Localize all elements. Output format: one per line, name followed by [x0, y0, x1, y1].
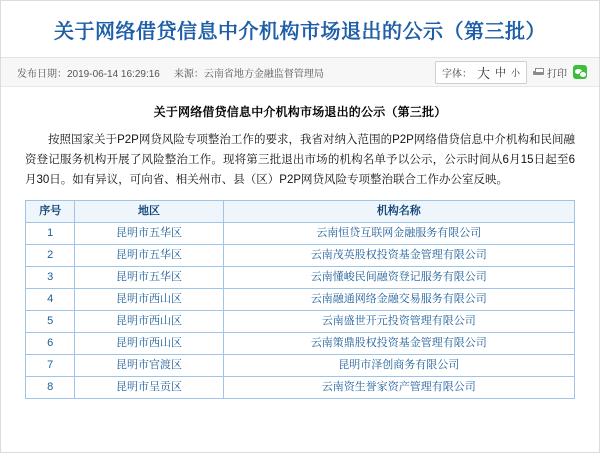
- print-label: 打印: [547, 68, 567, 80]
- cell-index: 7: [26, 355, 75, 377]
- column-header-index: 序号: [26, 201, 75, 223]
- cell-index: 6: [26, 333, 75, 355]
- cell-area: 昆明市西山区: [75, 333, 223, 355]
- column-header-area: 地区: [75, 201, 223, 223]
- cell-index: 4: [26, 289, 75, 311]
- page-title: 关于网络借贷信息中介机构市场退出的公示（第三批）: [54, 21, 546, 43]
- cell-area: 昆明市呈贡区: [75, 377, 223, 399]
- wechat-share-icon[interactable]: [573, 65, 587, 79]
- cell-institution: 云南茂英股权投资基金管理有限公司: [223, 245, 574, 267]
- print-button[interactable]: [533, 65, 567, 80]
- cell-institution: 云南盛世开元投资管理有限公司: [223, 311, 574, 333]
- title-bar: [1, 1, 599, 58]
- source-label: 来源：云南省地方金融监督管理局: [173, 68, 324, 80]
- cell-institution: 云南融通网络金融交易服务有限公司: [223, 289, 574, 311]
- font-size-medium-button[interactable]: 中: [494, 67, 506, 79]
- table-row: [26, 267, 575, 289]
- cell-area: 昆明市官渡区: [75, 355, 223, 377]
- document-paragraph: 按照国家关于P2P网贷风险专项整治工作的要求，我省对纳入范围的P2P网络借贷信息中介机构和民间融资登记服务机构开展了风险整治工作。现将第三批退出市场的机构名单予以公示，公示时间从6月15日起至6月30日。如有异议，可向省、相关州市、县（区）P2P网贷风险专项整治联合工作办公室反映。: [25, 134, 575, 186]
- cell-institution: 云南恒贷互联网金融服务有限公司: [223, 223, 574, 245]
- table-row: [26, 289, 575, 311]
- cell-index: 8: [26, 377, 75, 399]
- publish-date: 发布日期：2019-06-14 16:29:16: [17, 68, 160, 80]
- cell-index: 3: [26, 267, 75, 289]
- cell-index: 5: [26, 311, 75, 333]
- font-size-label: 字体：: [441, 68, 472, 80]
- table-row: [26, 311, 575, 333]
- cell-institution: 昆明市泽创商务有限公司: [223, 355, 574, 377]
- table-row: [26, 245, 575, 267]
- cell-index: 1: [26, 223, 75, 245]
- table-row: [26, 333, 575, 355]
- table-body: [26, 223, 575, 399]
- document-subtitle: 关于网络借贷信息中介机构市场退出的公示（第三批）: [153, 105, 447, 119]
- table-row: [26, 355, 575, 377]
- document-content: [1, 87, 599, 399]
- cell-area: 昆明市五华区: [75, 267, 223, 289]
- cell-institution: 云南资生誉家资产管理有限公司: [223, 377, 574, 399]
- font-size-control[interactable]: [435, 61, 527, 84]
- meta-right-group: [435, 61, 591, 84]
- cell-institution: 云南策鼎股权投资基金管理有限公司: [223, 333, 574, 355]
- font-size-small-button[interactable]: 小: [510, 67, 520, 78]
- cell-index: 2: [26, 245, 75, 267]
- table-row: [26, 377, 575, 399]
- meta-bar: [1, 58, 599, 87]
- printer-icon: [533, 68, 544, 77]
- cell-institution: 云南懂峻民间融资登记服务有限公司: [223, 267, 574, 289]
- table-row: [26, 223, 575, 245]
- cell-area: 昆明市西山区: [75, 311, 223, 333]
- cell-area: 昆明市五华区: [75, 245, 223, 267]
- meta-left-group: [9, 65, 435, 80]
- column-header-institution: 机构名称: [223, 201, 574, 223]
- font-size-large-button[interactable]: 大: [476, 65, 490, 81]
- table-header-row: [26, 201, 575, 223]
- cell-area: 昆明市西山区: [75, 289, 223, 311]
- institution-table: [25, 200, 575, 399]
- cell-area: 昆明市五华区: [75, 223, 223, 245]
